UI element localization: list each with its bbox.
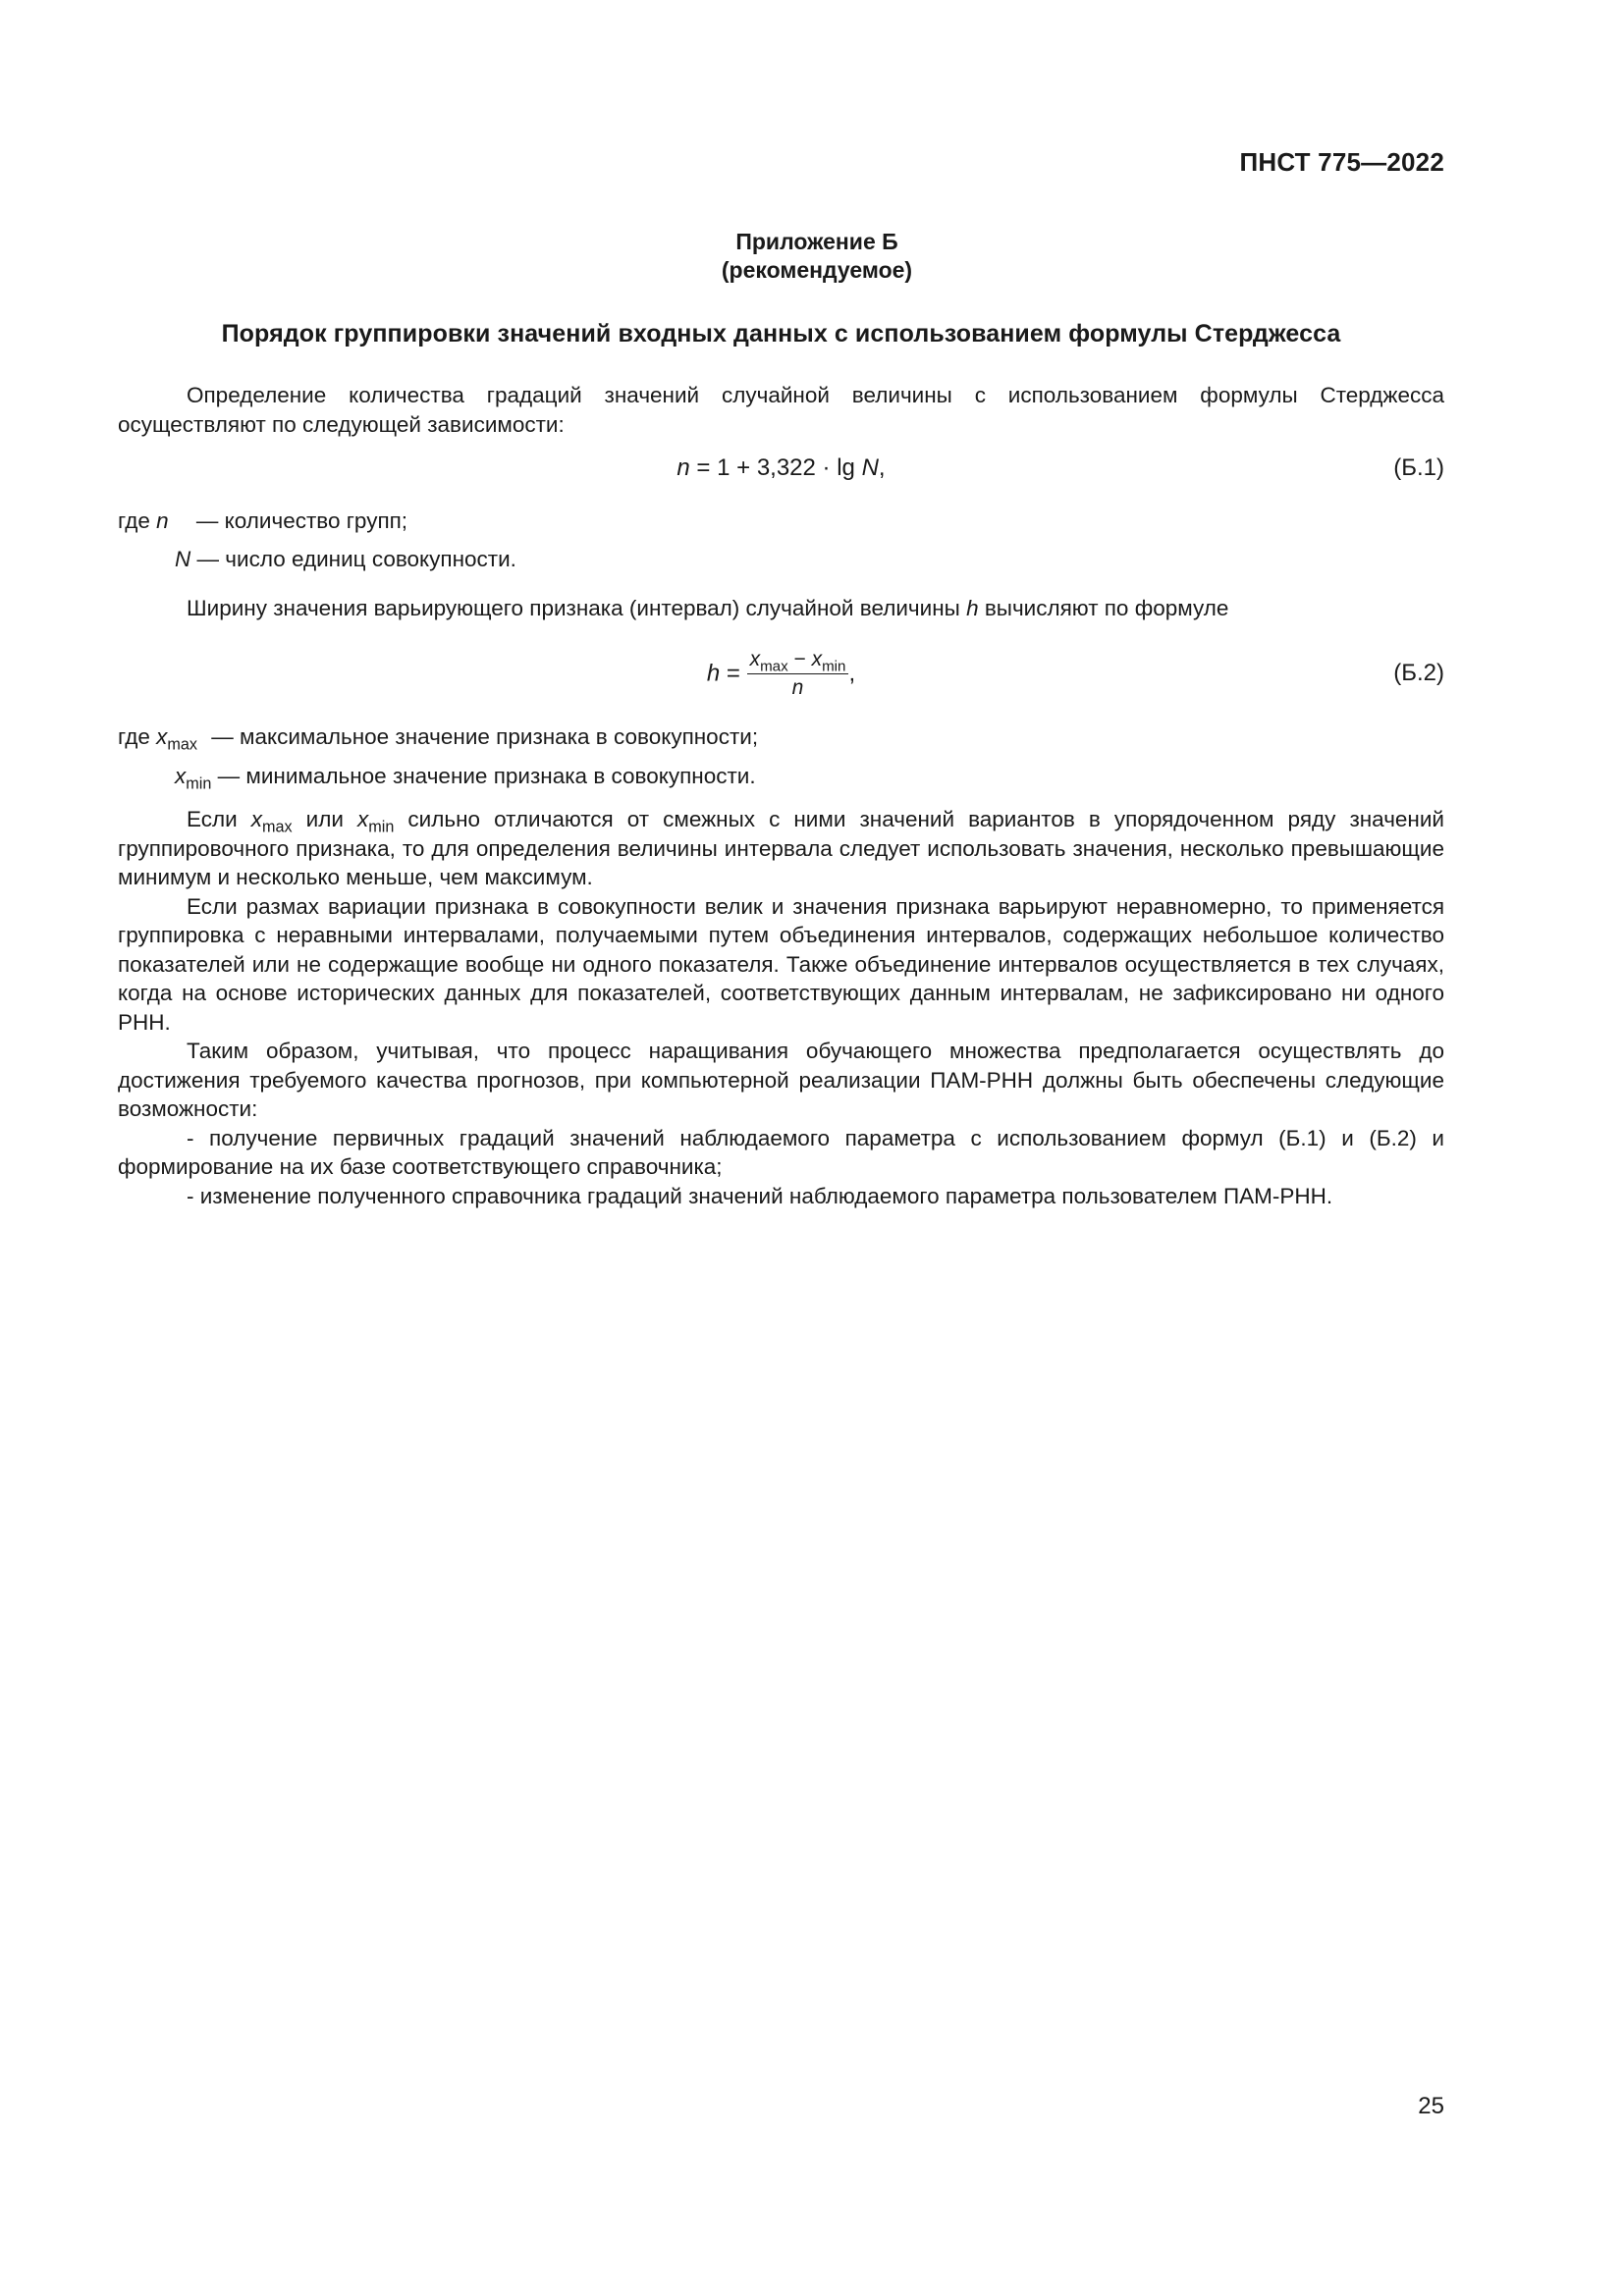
formula-b2-number: (Б.2) — [1393, 660, 1444, 686]
where2-symbol-min: x — [175, 764, 187, 788]
where1-row-N — [175, 547, 516, 572]
extremes-x2-sub: min — [368, 818, 395, 836]
extremes-x1-sub: max — [262, 818, 293, 836]
where2-text-max: максимальное значение признака в совокупности; — [239, 724, 759, 749]
appendix-title: Приложение Б — [735, 229, 898, 254]
list-item-1-text: - получение первичных градаций значений наблюдаемого параметра с использованием формул (Б.1) и (Б.2) и формирование на их базе соответствующего справочника; — [118, 1125, 1444, 1179]
where1-row-n — [118, 508, 407, 534]
document-code: ПНСТ 775—2022 — [1239, 147, 1444, 177]
appendix-status: (рекомендуемое) — [721, 257, 913, 283]
extremes-rest: сильно отличаются от смежных с ними значений вариантов в упорядоченном ряду значений группировочного признака, то для определения величины интервала следует использовать значения, несколько превышающие минимум и несколько меньше, чем максимум. — [118, 807, 1444, 889]
extremes-x1: x — [250, 807, 263, 831]
list-item-1 — [118, 1124, 1444, 1182]
where2-symbol-max: x — [156, 724, 168, 749]
where2-sub-max: max — [167, 735, 197, 754]
where1-symbol-N: N — [175, 547, 191, 571]
width-paragraph — [118, 594, 1444, 623]
where1-text-N: число единиц совокупности. — [225, 547, 516, 571]
where1-symbol-n: n — [156, 508, 169, 533]
appendix-heading — [0, 228, 1624, 285]
width-text-before: Ширину значения варьирующего признака (интервал) случайной величины — [187, 596, 967, 620]
extremes-w2: или — [292, 807, 357, 831]
where1-text-n: количество групп; — [224, 508, 408, 533]
where2-dash-max: — — [211, 724, 234, 749]
formula-b2-eq: = — [720, 660, 747, 687]
width-text-after: вычисляют по формуле — [978, 596, 1229, 620]
intro-text: Определение количества градаций значений случайной величины с использованием формулы Стерджесса осуществляют по следующей зависимости: — [118, 383, 1444, 437]
list-item-2-text: - изменение полученного справочника градаций значений наблюдаемого параметра пользователем ПАМ-РНН. — [187, 1183, 1333, 1208]
formula-b2-denominator: n — [791, 676, 804, 699]
formula-b1-lhs: n — [677, 454, 690, 481]
where2-row-max — [118, 724, 759, 754]
formula-b2-numerator — [747, 648, 849, 674]
formula-b2-lhs: h — [706, 660, 721, 687]
where2-sub-min: min — [186, 774, 212, 793]
formula-b2-fraction — [747, 648, 849, 700]
main-text — [118, 805, 1444, 1210]
formula-b1-tail: , — [878, 454, 886, 481]
section-title: Порядок группировки значений входных данных с использованием формулы Стерджесса — [221, 320, 1341, 347]
page-number: 25 — [1418, 2093, 1444, 2119]
where2-row-min — [175, 764, 756, 793]
formula-b2-minus: − — [787, 648, 812, 670]
list-item-2 — [118, 1182, 1444, 1211]
formula-b1-expression — [118, 454, 1444, 482]
formula-b2-num-x1: x — [749, 648, 761, 670]
extremes-x2: x — [357, 807, 369, 831]
formula-b1-rhs: = 1 + 3,322 · lg — [689, 454, 862, 481]
paragraph-thus — [118, 1037, 1444, 1124]
intro-paragraph — [118, 381, 1444, 439]
formula-b2-num-sub2: min — [822, 658, 846, 675]
range-text: Если размах вариации признака в совокупности велик и значения признака варьируют неравномерно, то применяется группировка с неравными интервалами, получаемыми путем объединения интервалов, содержащих небольшое количество показателей или не содержащие вообще ни одного показателя. Также объединение интервалов осуществляется в тех случаях, когда на основе исторических данных для показателей, соответствующих данным интервалам, не зафиксировано ни одного РНН. — [118, 893, 1444, 1035]
formula-b2 — [118, 648, 1444, 711]
formula-b2-expression — [118, 648, 1444, 700]
where2-prefix: где — [118, 724, 150, 749]
where1-prefix: где — [118, 508, 150, 533]
extremes-w1: Если — [187, 807, 251, 831]
width-var: h — [966, 596, 979, 620]
thus-text: Таким образом, учитывая, что процесс наращивания обучающего множества предполагается осуществлять до достижения требуемого качества прогнозов, при компьютерной реализации ПАМ-РНН должны быть обеспечены следующие возможности: — [118, 1039, 1444, 1121]
formula-b2-num-sub1: max — [760, 658, 788, 675]
where1-dash-N: — — [196, 547, 220, 571]
where1-dash-n: — — [195, 508, 219, 533]
where2-dash-min: — — [217, 764, 241, 788]
formula-b1-var: N — [861, 454, 879, 481]
formula-b2-num-x2: x — [811, 648, 823, 670]
formula-b2-tail: , — [848, 660, 856, 687]
paragraph-range — [118, 892, 1444, 1038]
formula-b1-number: (Б.1) — [1393, 454, 1444, 481]
paragraph-extremes — [118, 805, 1444, 892]
where2-text-min: минимальное значение признака в совокупности. — [245, 764, 756, 788]
